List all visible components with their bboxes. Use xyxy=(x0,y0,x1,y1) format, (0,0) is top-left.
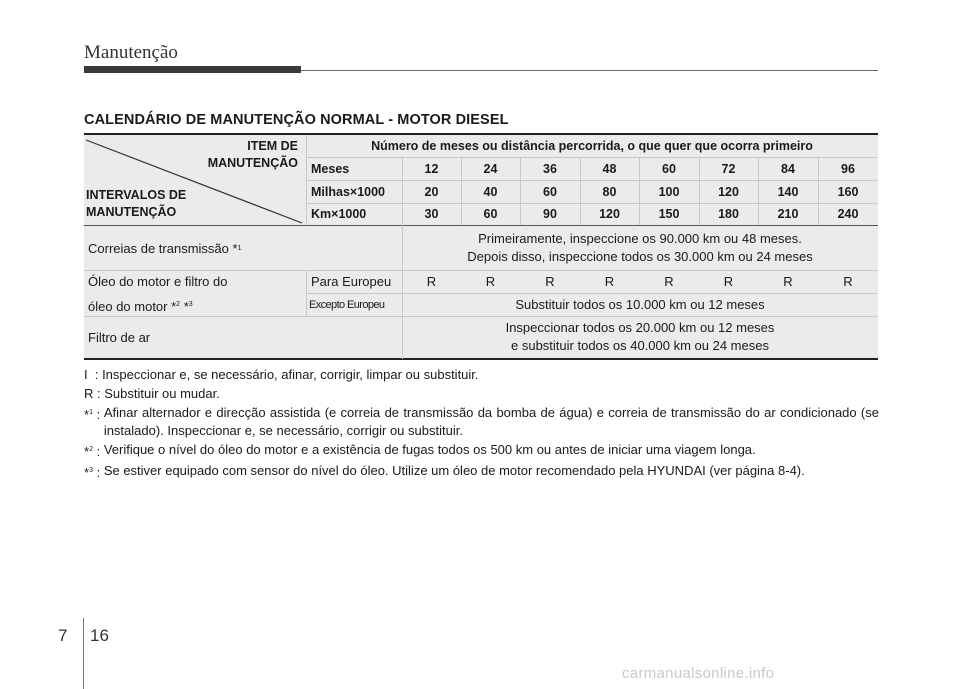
footnote-number: 1 xyxy=(89,409,93,416)
item-correias-schedule xyxy=(402,226,878,270)
row-label-km: Km×1000 xyxy=(311,207,367,221)
oleo-para-europeu-value: R xyxy=(723,274,734,289)
footnote-key: *$^3$ : xyxy=(84,465,104,480)
footnote-key: I : xyxy=(84,367,103,382)
item-filtro-schedule xyxy=(402,316,878,359)
oleo-footnote-ref-2: 2 xyxy=(176,301,181,308)
milhas-value: 140 xyxy=(777,184,799,199)
corner-label-intervals xyxy=(86,187,186,221)
km-value: 90 xyxy=(543,207,557,221)
oleo-footnote-sep: * xyxy=(180,299,189,314)
oleo-footnote-ref-3: 3 xyxy=(188,301,193,308)
grid-vline xyxy=(520,157,521,225)
grid-line xyxy=(306,180,878,181)
oleo-para-europeu-value: R xyxy=(485,274,496,289)
milhas-value: 100 xyxy=(658,184,680,199)
row-label-milhas: Milhas×1000 xyxy=(311,184,386,199)
item-oleo-label xyxy=(84,270,306,316)
grid-line xyxy=(306,157,878,158)
milhas-value: 80 xyxy=(602,184,617,199)
item-correias-label xyxy=(84,226,402,270)
corner-bottom-line2: MANUTENÇÃO xyxy=(86,205,177,219)
footnotes xyxy=(84,366,879,483)
grid-vline xyxy=(758,157,759,225)
km-value: 60 xyxy=(483,207,498,221)
grid-vline xyxy=(306,270,307,316)
grid-line xyxy=(84,270,878,271)
correias-schedule-line1: Primeiramente, inspeccione os 90.000 km ou 48 meses. xyxy=(478,231,802,246)
grid-vline xyxy=(306,135,307,225)
oleo-para-europeu-label: Para Europeu xyxy=(311,274,392,289)
item-filtro-label: Filtro de ar xyxy=(88,330,151,345)
header-bar xyxy=(84,66,301,73)
grid-vline xyxy=(461,157,462,225)
grid-line-strong xyxy=(84,225,878,226)
meses-value: 96 xyxy=(841,161,855,176)
milhas-value: 120 xyxy=(718,184,739,199)
page-number: 16 xyxy=(90,626,109,645)
correias-schedule-line2: Depois disso, inspeccione todos os 30.000 km ou 24 meses xyxy=(467,249,813,264)
milhas-value: 20 xyxy=(424,184,439,199)
milhas-value: 40 xyxy=(483,184,498,199)
footnote-key: *$^2$ : xyxy=(84,444,104,459)
grid-vline xyxy=(580,157,581,225)
footnote-text: Se estiver equipado com sensor do nível do óleo. Utilize um óleo de motor recomendado pela HYUNDAI (ver página 8-4). xyxy=(103,463,805,478)
km-value: 150 xyxy=(658,207,680,221)
oleo-para-europeu-value: R xyxy=(604,274,615,289)
meses-value: 36 xyxy=(543,161,557,176)
grid-vline xyxy=(818,157,819,225)
filtro-schedule-line1: Inspeccionar todos os 20.000 km ou 12 meses xyxy=(505,320,775,335)
footnote-2 xyxy=(84,441,879,461)
footnote-3 xyxy=(84,462,879,482)
oleo-para-europeu-value: R xyxy=(783,274,793,289)
grid-vline xyxy=(402,157,403,359)
header-rule xyxy=(301,70,878,71)
oleo-para-europeu-value: R xyxy=(545,274,555,289)
footnote-key: R : xyxy=(84,386,105,401)
km-value: 180 xyxy=(718,207,739,221)
footnote-text: Afinar alternador e direcção assistida (e correia de transmissão da bomba de água) e correia de transmissão do ar condicionado (se instalado). Inspeccionar e, se necessário, corrigir ou substituir. xyxy=(103,405,879,438)
meses-value: 84 xyxy=(781,161,795,176)
section-title: CALENDÁRIO DE MANUTENÇÃO NORMAL - MOTOR DIESEL xyxy=(84,112,509,128)
milhas-value: 160 xyxy=(837,184,859,199)
corner-bottom-line1: INTERVALOS DE xyxy=(86,188,187,202)
footnote-text: Inspeccionar e, se necessário, afinar, corrigir, limpar ou substituir. xyxy=(102,367,479,382)
row-label-meses: Meses xyxy=(311,161,350,176)
footnote-r xyxy=(84,385,879,403)
grid-line xyxy=(84,316,878,317)
oleo-excepto-europeu-schedule: Substituir todos os 10.000 km ou 12 meses xyxy=(515,297,765,312)
oleo-label-line1: Óleo do motor e filtro do xyxy=(88,274,228,289)
watermark: carmanualsonline.info xyxy=(622,665,775,682)
km-value: 210 xyxy=(777,207,799,221)
meses-value: 60 xyxy=(662,161,676,176)
footnote-number: 3 xyxy=(89,467,93,474)
oleo-label-text: óleo do motor * xyxy=(88,299,177,314)
filtro-schedule-line2: e substituir todos os 40.000 km ou 24 meses xyxy=(511,338,769,353)
oleo-para-europeu-value: R xyxy=(843,274,853,289)
chapter-number: 7 xyxy=(58,626,68,645)
km-value: 30 xyxy=(424,207,439,221)
milhas-value: 60 xyxy=(543,184,557,199)
meses-value: 24 xyxy=(483,161,498,176)
meses-value: 72 xyxy=(721,161,736,176)
grid-line xyxy=(306,203,878,204)
meses-value: 48 xyxy=(602,161,617,176)
grid-line xyxy=(306,293,878,294)
oleo-para-europeu-value: R xyxy=(664,274,674,289)
page-number-divider xyxy=(83,618,84,689)
grid-vline xyxy=(639,157,640,225)
grid-vline xyxy=(699,157,700,225)
oleo-label-line2 xyxy=(88,293,306,318)
maintenance-schedule-table xyxy=(84,135,878,359)
meses-value: 12 xyxy=(424,161,439,176)
oleo-para-europeu-value: R xyxy=(426,274,437,289)
km-value: 120 xyxy=(599,207,620,221)
correias-label-text: Correias de transmissão * xyxy=(88,240,238,256)
page-header-title: Manutenção xyxy=(84,42,178,63)
footnote-text: Verifique o nível do óleo do motor e a existência de fugas todos os 500 km ou antes de iniciar uma viagem longa. xyxy=(103,442,756,457)
footnote-text: Substituir ou mudar. xyxy=(104,386,220,401)
interval-header: Número de meses ou distância percorrida, o que quer que ocorra primeiro xyxy=(371,139,813,153)
corner-label-item xyxy=(208,138,298,172)
correias-footnote-ref: 1 xyxy=(237,244,242,252)
corner-top-line2: MANUTENÇÃO xyxy=(207,156,298,170)
footnote-1 xyxy=(84,404,879,440)
footnote-number: 2 xyxy=(89,446,93,453)
km-value: 240 xyxy=(837,207,859,221)
footnote-key: *$^1$ : xyxy=(84,407,104,422)
corner-top-line1: ITEM DE xyxy=(247,139,298,153)
grid-line-bottom xyxy=(84,358,878,360)
oleo-excepto-europeu-label: Excepto Europeu xyxy=(309,298,385,311)
footnote-i xyxy=(84,366,879,384)
